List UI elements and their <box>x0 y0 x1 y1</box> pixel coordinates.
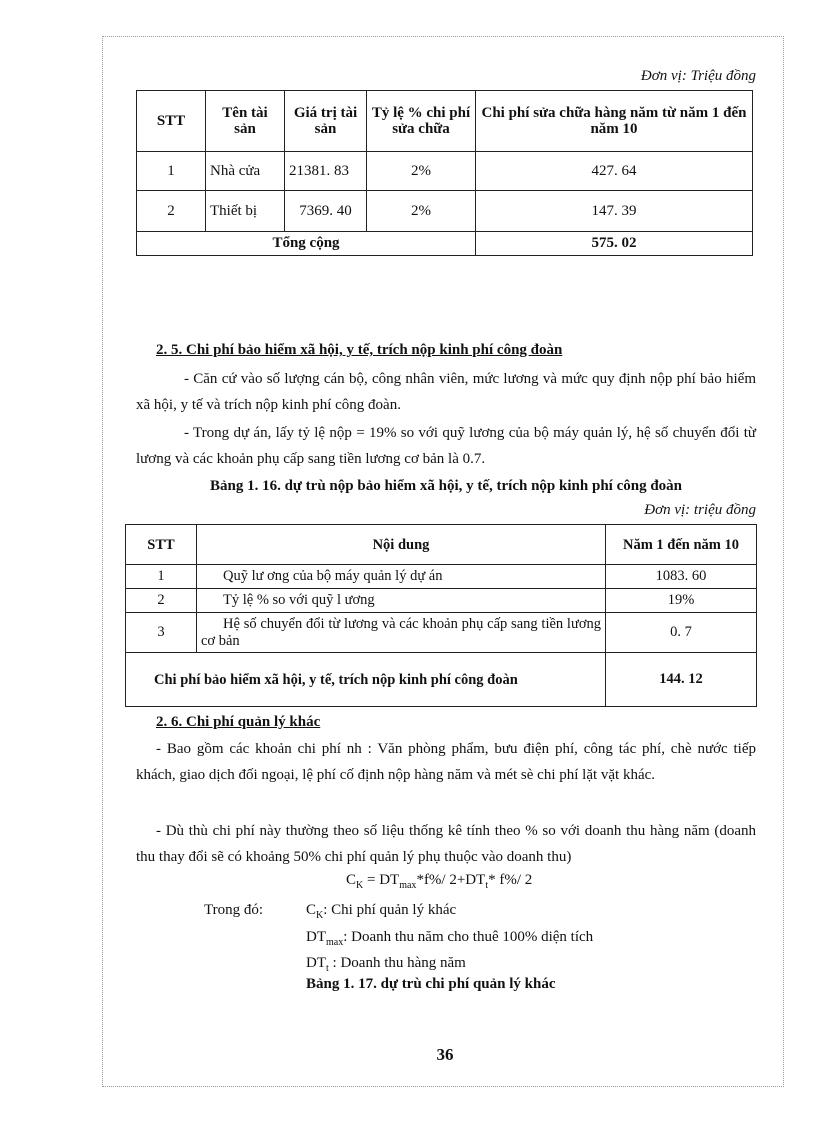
t2-cell: 1083. 60 <box>606 565 757 589</box>
t2-header-years: Năm 1 đến năm 10 <box>606 525 757 565</box>
t1-cell: Nhà cửa <box>206 152 285 191</box>
t2-cell: 2 <box>126 589 197 613</box>
formula: $C_K = DT_{max}*f\%/$ $2+DT_t*$ f%/ 2 <box>346 872 533 891</box>
t2-header-stt: STT <box>126 525 197 565</box>
t1-cell: 147. 39 <box>476 191 753 232</box>
table-row <box>126 613 757 653</box>
t2-cell: 3 <box>126 613 197 653</box>
page-number: 36 <box>436 1045 454 1064</box>
table-1-17-caption: Bảng 1. 17. dự trù chi phí quản lý khác <box>306 976 556 992</box>
t1-header-cost: Chi phí sửa chữa hàng năm từ năm 1 đến năm 10 <box>476 91 753 152</box>
table-1-16-caption: Bảng 1. 16. dự trù nộp bảo hiểm xã hội, y tế, trích nộp kinh phí công đoàn <box>209 478 683 494</box>
insurance-table <box>125 524 757 707</box>
table-row <box>126 565 757 589</box>
section-2-6-para2: - Dù thù chi phí này thường theo số liệu thống kê tính theo % so với doanh thu hàng năm (doanh thu thay đổi sẽ có khoảng 50% chi phí quản lý phụ thuộc vào doanh thu) <box>136 823 756 865</box>
def-dtmax: $DT_{max}$: Doanh thu năm cho thuê 100% diện tích <box>306 929 594 948</box>
t1-cell: Thiết bị <box>206 191 285 232</box>
t1-cell: 7369. 40 <box>285 191 367 232</box>
total-row <box>126 653 757 707</box>
section-2-6-para1: - Bao gồm các khoản chi phí nh : Văn phòng phẩm, bưu điện phí, công tác phí, chè nước tiếp khách, giao dịch đối ngoại, lệ phí cố định nộp hàng năm và mét sè chi phí lặt vặt khác. <box>136 741 756 783</box>
def-dtt: $DT_t$ : Doanh thu hàng năm <box>306 955 466 974</box>
t1-cell: 21381. 83 <box>285 152 367 191</box>
table-row <box>137 191 753 232</box>
t2-cell: Quỹ lư ơng của bộ máy quản lý dự án <box>197 565 606 589</box>
t1-header-value: Giá trị tài sản <box>285 91 367 152</box>
t1-cell: 427. 64 <box>476 152 753 191</box>
t1-header-stt: STT <box>137 91 206 152</box>
t2-total-value: 144. 12 <box>606 653 757 707</box>
total-row <box>137 232 753 256</box>
repair-cost-table <box>136 90 753 256</box>
section-2-6-heading: 2. 6. Chi phí quản lý khác <box>156 714 321 730</box>
t1-cell: 2% <box>367 191 476 232</box>
table2-unit: Đơn vị: triệu đồng <box>644 502 756 518</box>
where-label: Trong đó: <box>204 902 264 918</box>
t2-total-label: Chi phí bảo hiểm xã hội, y tế, trích nộp kinh phí công đoàn <box>126 653 606 707</box>
def-ck: $C_K$: Chi phí quản lý khác <box>306 902 457 921</box>
t1-cell: 2 <box>137 191 206 232</box>
section-2-5-para2: - Trong dự án, lấy tỷ lệ nộp = 19% so với quỹ lương của bộ máy quản lý, hệ số chuyển đổi từ lương và các khoản phụ cấp sang tiền lương cơ bản là 0.7. <box>136 425 756 467</box>
t2-cell: 1 <box>126 565 197 589</box>
t1-total-value: 575. 02 <box>476 232 753 256</box>
t2-cell: Hệ số chuyển đổi từ lương và các khoản phụ cấp sang tiền lương cơ bản <box>197 613 606 653</box>
t1-total-label: Tổng cộng <box>137 232 476 256</box>
t2-cell: 19% <box>606 589 757 613</box>
t1-cell: 2% <box>367 152 476 191</box>
table-row <box>137 152 753 191</box>
t2-header-content: Nội dung <box>197 525 606 565</box>
t1-header-rate: Tỷ lệ % chi phí sửa chữa <box>367 91 476 152</box>
section-2-5-para1: - Căn cứ vào số lượng cán bộ, công nhân viên, mức lương và mức quy định nộp phí bảo hiểm xã hội, y tế và trích nộp kinh phí công đoàn. <box>136 371 756 413</box>
section-2-5-heading: 2. 5. Chi phí bảo hiểm xã hội, y tế, trích nộp kinh phí công đoàn <box>156 342 563 358</box>
t1-header-name: Tên tài sản <box>206 91 285 152</box>
table-row <box>126 589 757 613</box>
table1-unit: Đơn vị: Triệu đồng <box>640 68 756 84</box>
t1-cell: 1 <box>137 152 206 191</box>
t2-cell: Tỷ lệ % so với quỹ l ương <box>197 589 606 613</box>
t2-cell: 0. 7 <box>606 613 757 653</box>
